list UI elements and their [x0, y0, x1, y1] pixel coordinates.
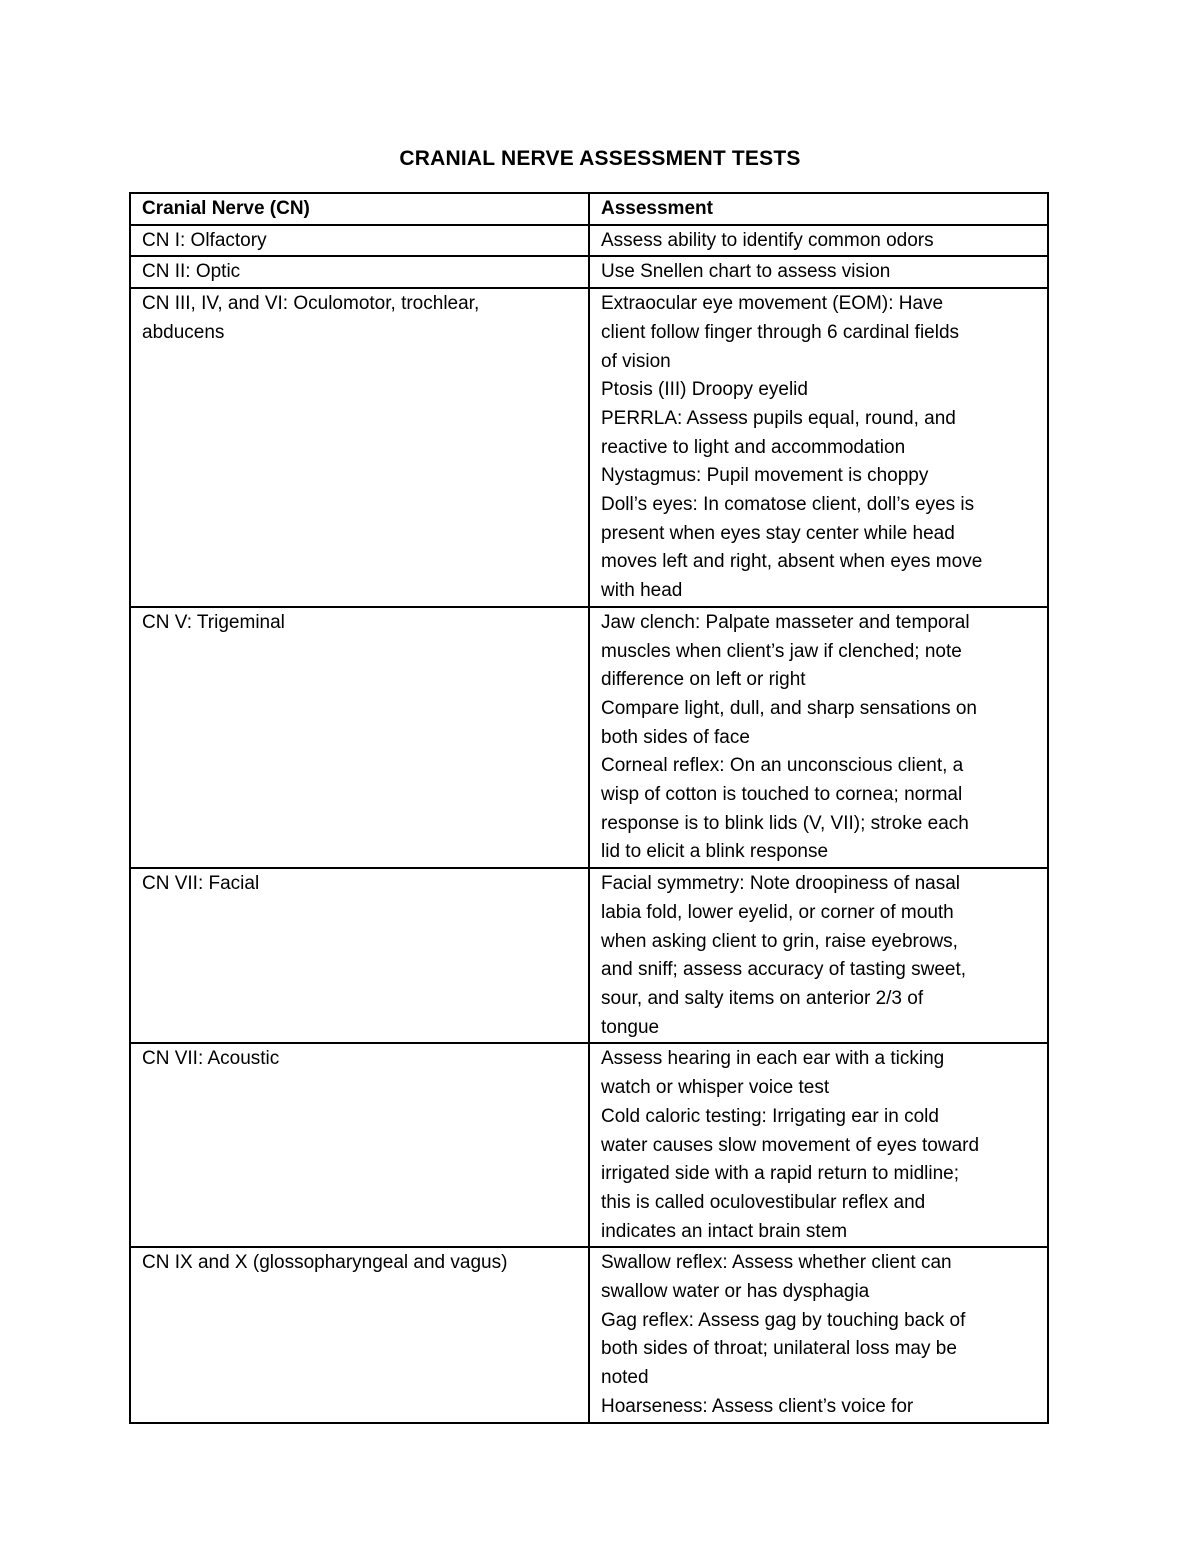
assessment-text: noted [601, 1367, 649, 1389]
assessment-cell [589, 607, 1048, 868]
assessment-text: reactive to light and accommodation [601, 436, 906, 458]
nerve-text: CN IX and X (glossopharyngeal and vagus) [142, 1252, 508, 1274]
assessment-text: indicates an intact brain stem [601, 1220, 848, 1242]
nerve-text: abducens [142, 321, 225, 343]
assessment-cell [589, 288, 1048, 607]
nerve-cell [130, 1043, 589, 1247]
assessment-text: labia fold, lower eyelid, or corner of mouth [601, 901, 954, 923]
assessment-text: both sides of throat; unilateral loss may be [601, 1338, 957, 1360]
assessment-text: Gag reflex: Assess gag by touching back of [601, 1309, 966, 1331]
assessment-text: irrigated side with a rapid return to midline; [601, 1163, 960, 1185]
table-row [130, 868, 1048, 1043]
assessment-text: Nystagmus: Pupil movement is choppy [601, 465, 929, 487]
cranial-nerve-table [129, 192, 1049, 1424]
assessment-text: Assess hearing in each ear with a ticking [601, 1048, 945, 1070]
nerve-text: CN VII: Facial [142, 873, 260, 895]
table-row [130, 607, 1048, 868]
assessment-text: wisp of cotton is touched to cornea; normal [601, 784, 963, 806]
assessment-cell [589, 256, 1048, 288]
assessment-cell [589, 1247, 1048, 1422]
assessment-text: present when eyes stay center while head [601, 522, 955, 544]
assessment-text: sour, and salty items on anterior 2/3 of [601, 987, 924, 1009]
nerve-text: CN I: Olfactory [142, 229, 267, 251]
assessment-text: Use Snellen chart to assess vision [601, 261, 891, 283]
page-title: CRANIAL NERVE ASSESSMENT TESTS [399, 147, 801, 170]
nerve-text: CN VII: Acoustic [142, 1048, 280, 1070]
assessment-text: Jaw clench: Palpate masseter and temporal [601, 611, 970, 633]
assessment-text: with head [601, 580, 683, 602]
assessment-text: Hoarseness: Assess client’s voice for [601, 1395, 914, 1417]
table-row [130, 225, 1048, 257]
assessment-cell [589, 868, 1048, 1043]
table-row [130, 288, 1048, 607]
assessment-text: Ptosis (III) Droopy eyelid [601, 379, 808, 401]
assessment-text: this is called oculovestibular reflex and [601, 1191, 926, 1213]
assessment-text: Doll’s eyes: In comatose client, doll’s eyes is [601, 494, 975, 516]
assessment-text: difference on left or right [601, 669, 806, 691]
assessment-text: water causes slow movement of eyes toward [601, 1134, 980, 1156]
assessment-text: Compare light, dull, and sharp sensations on [601, 697, 978, 719]
assessment-text: when asking client to grin, raise eyebrows, [601, 930, 958, 952]
assessment-text: client follow finger through 6 cardinal fields [601, 321, 960, 343]
table-row [130, 1043, 1048, 1247]
nerve-cell [130, 607, 589, 868]
table-row [130, 256, 1048, 288]
nerve-text: CN III, IV, and VI: Oculomotor, trochlear, [142, 293, 480, 315]
nerve-cell [130, 1247, 589, 1422]
assessment-text: lid to elicit a blink response [601, 841, 829, 863]
table-header-row [130, 193, 1048, 225]
header-assessment: Assessment [589, 193, 1048, 225]
assessment-text: of vision [601, 350, 671, 372]
assessment-text: Facial symmetry: Note droopiness of nasal [601, 873, 961, 895]
assessment-text: moves left and right, absent when eyes move [601, 551, 983, 573]
assessment-cell [589, 1043, 1048, 1247]
assessment-cell [589, 225, 1048, 257]
nerve-text: CN V: Trigeminal [142, 611, 285, 633]
assessment-text: Swallow reflex: Assess whether client can [601, 1252, 952, 1274]
assessment-text: PERRLA: Assess pupils equal, round, and [601, 407, 956, 429]
header-cranial-nerve: Cranial Nerve (CN) [130, 193, 589, 225]
assessment-text: muscles when client’s jaw if clenched; note [601, 640, 962, 662]
assessment-text: response is to blink lids (V, VII); stroke each [601, 812, 969, 834]
assessment-text: tongue [601, 1016, 660, 1038]
assessment-text: Extraocular eye movement (EOM): Have [601, 293, 944, 315]
table-row [130, 1247, 1048, 1422]
assessment-text: Corneal reflex: On an unconscious client, a [601, 755, 964, 777]
nerve-text: CN II: Optic [142, 261, 241, 283]
assessment-text: and sniff; assess accuracy of tasting sweet, [601, 959, 967, 981]
nerve-cell [130, 225, 589, 257]
nerve-cell [130, 868, 589, 1043]
assessment-text: swallow water or has dysphagia [601, 1281, 870, 1303]
assessment-text: both sides of face [601, 726, 750, 748]
assessment-text: Cold caloric testing: Irrigating ear in cold [601, 1105, 939, 1127]
assessment-text: watch or whisper voice test [601, 1077, 830, 1099]
nerve-cell [130, 288, 589, 607]
assessment-text: Assess ability to identify common odors [601, 229, 934, 251]
nerve-cell [130, 256, 589, 288]
